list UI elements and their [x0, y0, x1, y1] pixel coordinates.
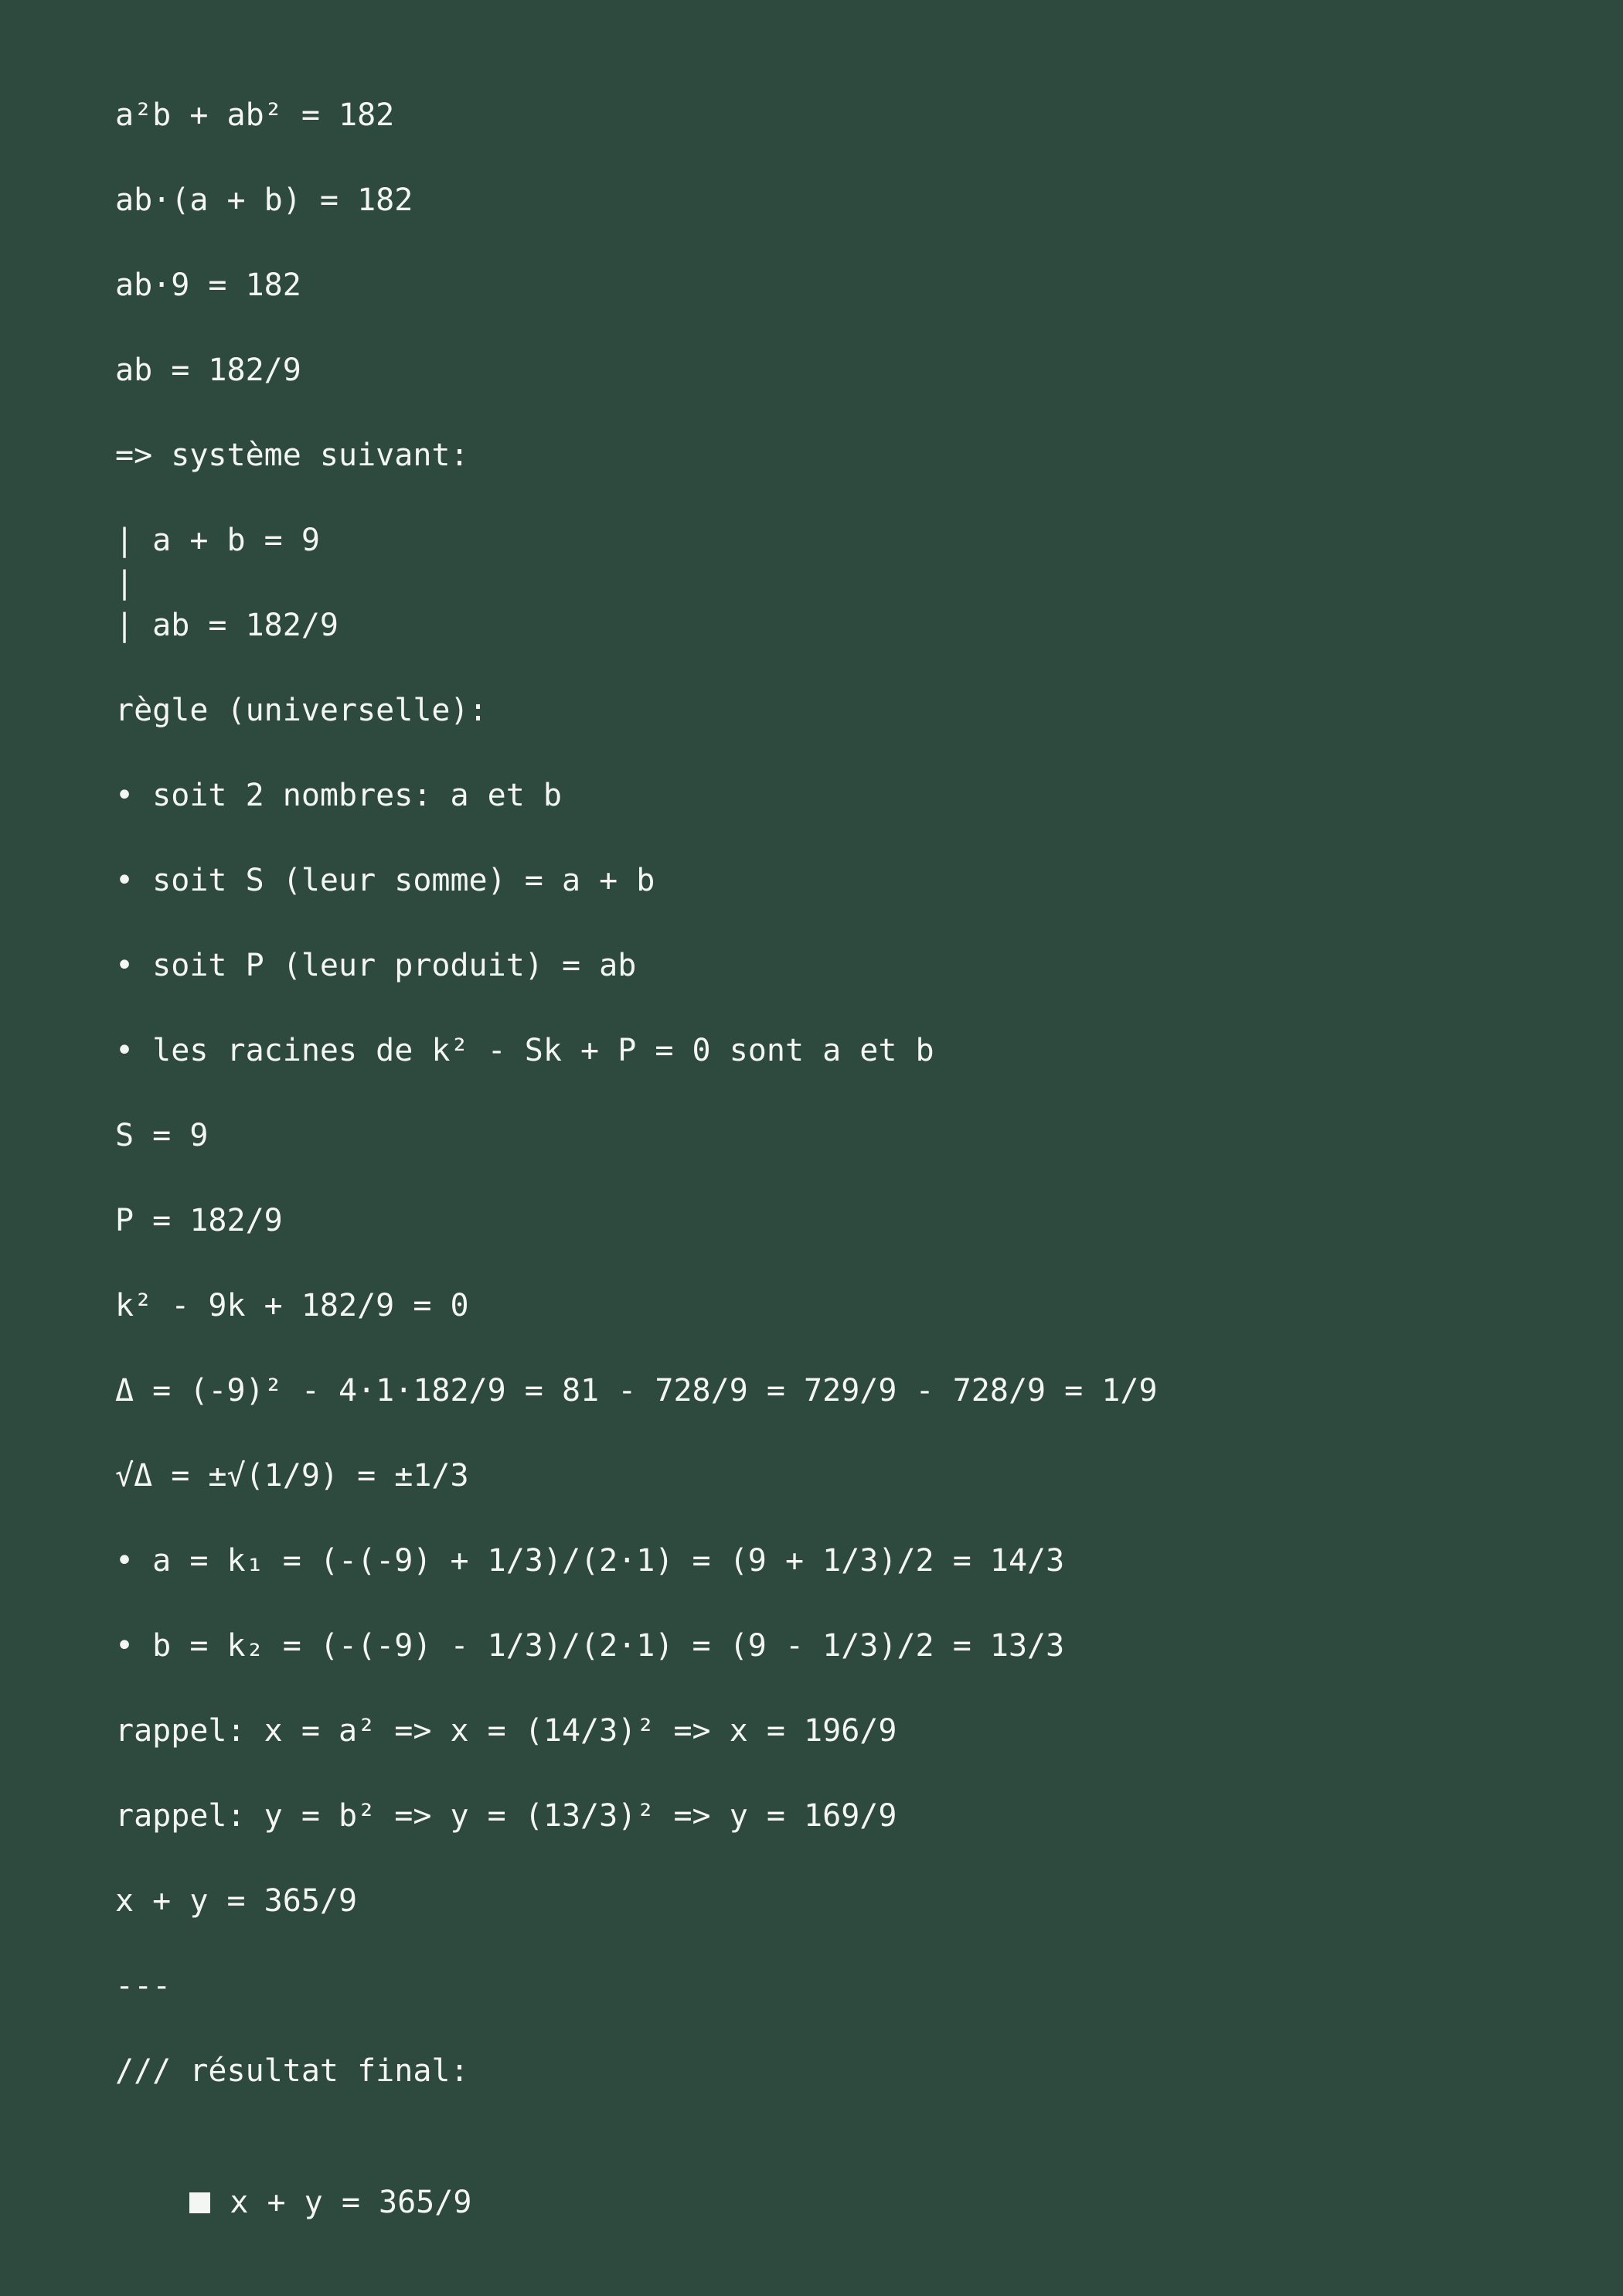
final-answer-line [115, 2133, 472, 2220]
filled-square-icon [189, 2192, 210, 2213]
final-result-heading: /// résultat final: [115, 2053, 469, 2089]
root-a-line: • a = k₁ = (-(-9) + 1/3)/(2·1) = (9 + 1/3)/2 = 14/3 [115, 1543, 1065, 1579]
discriminant-line: Δ = (-9)² - 4·1·182/9 = 81 - 728/9 = 729/9 - 728/9 = 1/9 [115, 1373, 1158, 1409]
recall-y-line: rappel: y = b² => y = (13/3)² => y = 169/9 [115, 1798, 897, 1834]
substituted-equation-line: ab·9 = 182 [115, 267, 301, 303]
system-line-product: | ab = 182/9 [115, 608, 339, 643]
equation-line: a²b + ab² = 182 [115, 97, 395, 133]
root-b-line: • b = k₂ = (-(-9) - 1/3)/(2·1) = (9 - 1/3)/2 = 13/3 [115, 1628, 1065, 1664]
sum-value-line: S = 9 [115, 1118, 209, 1153]
quadratic-equation-line: k² - 9k + 182/9 = 0 [115, 1288, 469, 1323]
product-value-line: P = 182/9 [115, 1203, 283, 1238]
rule-bullet: • soit P (leur produit) = ab [115, 948, 637, 983]
recall-x-line: rappel: x = a² => x = (14/3)² => x = 196/9 [115, 1713, 897, 1749]
separator-line: --- [115, 1968, 172, 2004]
factored-equation-line: ab·(a + b) = 182 [115, 182, 413, 218]
rule-heading: règle (universelle): [115, 693, 488, 728]
sum-result-line: x + y = 365/9 [115, 1883, 358, 1919]
system-line-bar: | [115, 565, 134, 601]
discriminant-root-line: √Δ = ±√(1/9) = ±1/3 [115, 1458, 469, 1494]
rule-bullet: • soit S (leur somme) = a + b [115, 863, 655, 898]
system-heading: => système suivant: [115, 438, 469, 473]
product-equation-line: ab = 182/9 [115, 353, 301, 388]
final-answer-text: x + y = 365/9 [230, 2185, 472, 2220]
system-line-sum: | a + b = 9 [115, 523, 320, 558]
rule-bullet: • les racines de k² - Sk + P = 0 sont a et b [115, 1033, 934, 1068]
rule-bullet: • soit 2 nombres: a et b [115, 778, 562, 813]
